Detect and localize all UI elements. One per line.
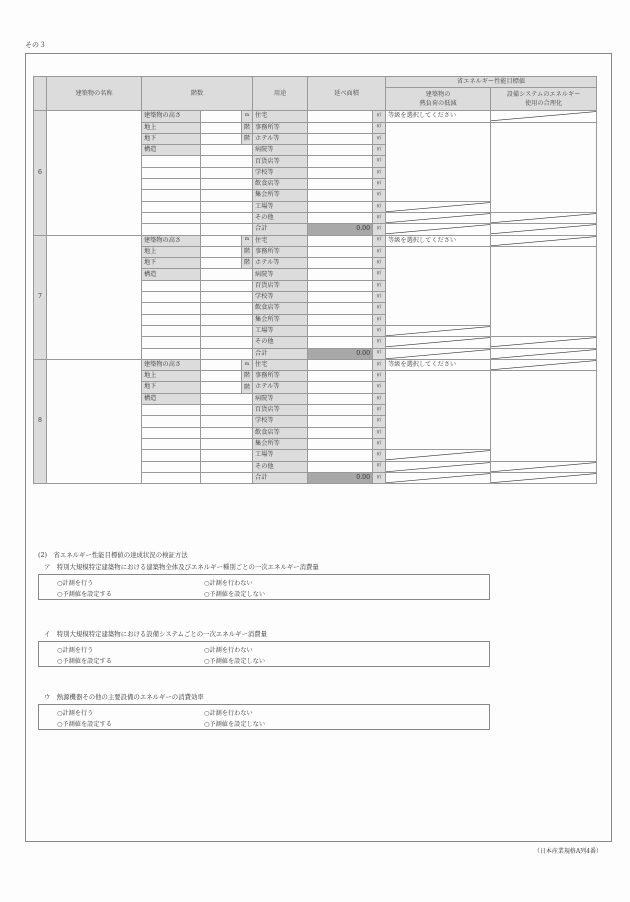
structure-field[interactable] — [201, 269, 253, 280]
area-field[interactable] — [308, 133, 373, 144]
radio-no-measure[interactable]: ○計測を行わない — [204, 580, 253, 587]
usage-label: 合計 — [253, 224, 308, 235]
floor-value-field[interactable] — [201, 359, 242, 370]
floor-label: 構造 — [142, 269, 201, 280]
usage-label: 工場等 — [253, 325, 308, 336]
extra-floor-value[interactable] — [201, 280, 253, 291]
extra-floor-value[interactable] — [201, 325, 253, 336]
area-unit: ㎡ — [373, 337, 386, 348]
extra-floor-value[interactable] — [201, 224, 253, 235]
extra-floor-value[interactable] — [201, 405, 253, 416]
extra-floor-field[interactable] — [142, 212, 201, 223]
header-floors: 階数 — [142, 77, 253, 111]
target2-na — [491, 472, 597, 483]
usage-label: 住宅 — [253, 111, 308, 122]
usage-label: 学校等 — [253, 292, 308, 303]
area-unit: ㎡ — [373, 145, 386, 156]
area-unit: ㎡ — [373, 156, 386, 167]
header-area: 延べ面積 — [308, 77, 386, 111]
usage-label: 病院等 — [253, 145, 308, 156]
extra-floor-value[interactable] — [201, 348, 253, 359]
area-field[interactable] — [308, 371, 373, 382]
usage-label: ホテル等 — [253, 133, 308, 144]
area-unit: ㎡ — [373, 371, 386, 382]
verification-title: (2) 省エネルギー性能目標値の達成状況の検証方法 — [38, 551, 188, 559]
extra-floor-field[interactable] — [142, 224, 201, 235]
extra-floor-value[interactable] — [201, 416, 253, 427]
usage-label: ホテル等 — [253, 382, 308, 393]
extra-floor-field[interactable] — [142, 450, 201, 461]
building-name-field[interactable] — [47, 111, 142, 235]
usage-label: 飲食店等 — [253, 303, 308, 314]
area-unit: ㎡ — [373, 450, 386, 461]
target1-na — [386, 201, 491, 212]
target2-na — [491, 224, 597, 235]
area-field[interactable] — [308, 258, 373, 269]
usage-label: 事務所等 — [253, 246, 308, 257]
floor-label: 地上 — [142, 246, 201, 257]
usage-label: 事務所等 — [253, 122, 308, 133]
area-field[interactable] — [308, 145, 373, 156]
target1-na — [386, 461, 491, 472]
header-target1: 建築物の 熱負荷の低減 — [386, 88, 491, 111]
target2-na — [491, 111, 597, 122]
area-unit: ㎡ — [373, 303, 386, 314]
extra-floor-field[interactable] — [142, 348, 201, 359]
target2-na — [491, 337, 597, 348]
usage-label: 学校等 — [253, 167, 308, 178]
floor-label: 構造 — [142, 393, 201, 404]
radio-set-prediction[interactable]: ○予測値を設定する — [57, 721, 112, 728]
building-name-field[interactable] — [47, 359, 142, 483]
area-field[interactable] — [308, 382, 373, 393]
usage-label: 集会所等 — [253, 190, 308, 201]
area-field[interactable] — [308, 156, 373, 167]
usage-label: ホテル等 — [253, 258, 308, 269]
floor-label: 地上 — [142, 371, 201, 382]
usage-label: 学校等 — [253, 416, 308, 427]
extra-floor-field[interactable] — [142, 303, 201, 314]
usage-label: 住宅 — [253, 359, 308, 370]
building-table — [33, 76, 597, 484]
header-target-group: 省エネルギー性能目標値 — [386, 77, 597, 88]
target2-na — [491, 461, 597, 472]
area-unit: ㎡ — [373, 359, 386, 370]
area-field[interactable] — [308, 461, 373, 472]
area-field[interactable] — [308, 235, 373, 246]
area-field[interactable] — [308, 246, 373, 257]
area-field[interactable] — [308, 280, 373, 291]
verification-options-box — [38, 641, 490, 667]
area-field[interactable] — [308, 212, 373, 223]
usage-label: 事務所等 — [253, 371, 308, 382]
area-field[interactable] — [308, 292, 373, 303]
radio-no-prediction[interactable]: ○予測値を設定しない — [204, 591, 266, 598]
floor-unit: m — [242, 235, 253, 246]
area-field[interactable] — [308, 325, 373, 336]
area-unit: ㎡ — [373, 190, 386, 201]
floor-label: 地下 — [142, 133, 201, 144]
floor-unit: 階 — [242, 133, 253, 144]
extra-floor-field[interactable] — [142, 179, 201, 190]
header-usage: 用途 — [253, 77, 308, 111]
floor-unit: 階 — [242, 371, 253, 382]
radio-measure[interactable]: ○計測を行う — [57, 710, 94, 717]
area-unit: ㎡ — [373, 472, 386, 483]
usage-label: 工場等 — [253, 450, 308, 461]
floor-value-field[interactable] — [201, 258, 242, 269]
row-number: 7 — [34, 235, 47, 359]
header-number — [34, 77, 47, 111]
area-field[interactable] — [308, 427, 373, 438]
area-field[interactable] — [308, 359, 373, 370]
extra-floor-field[interactable] — [142, 156, 201, 167]
target1-na — [386, 337, 491, 348]
floor-label: 建築物の高さ — [142, 235, 201, 246]
area-unit: ㎡ — [373, 461, 386, 472]
radio-set-prediction[interactable]: ○予測値を設定する — [57, 591, 112, 598]
verification-item-label: ウ 熱源機器その他の主要設備のエネルギーの消費効率 — [44, 693, 204, 701]
floor-unit: m — [242, 359, 253, 370]
extra-floor-field[interactable] — [142, 280, 201, 291]
target1-na — [386, 212, 491, 223]
usage-label: 病院等 — [253, 269, 308, 280]
usage-label: 工場等 — [253, 201, 308, 212]
usage-label: 百貨店等 — [253, 156, 308, 167]
extra-floor-value[interactable] — [201, 179, 253, 190]
area-field[interactable] — [308, 303, 373, 314]
extra-floor-field[interactable] — [142, 416, 201, 427]
area-unit: ㎡ — [373, 438, 386, 449]
radio-measure[interactable]: ○計測を行う — [57, 580, 94, 587]
usage-label: その他 — [253, 337, 308, 348]
extra-floor-field[interactable] — [142, 190, 201, 201]
area-unit: ㎡ — [373, 235, 386, 246]
verification-item-label: ア 特別大規模特定建築物における建築物全体及びエネルギー種別ごとの一次エネルギー消費量 — [44, 563, 319, 571]
area-unit: ㎡ — [373, 427, 386, 438]
area-unit: ㎡ — [373, 167, 386, 178]
grade-select[interactable]: 等級を選択してください — [386, 235, 491, 246]
extra-floor-field[interactable] — [142, 337, 201, 348]
row-number: 6 — [34, 111, 47, 235]
usage-label: その他 — [253, 461, 308, 472]
extra-floor-value[interactable] — [201, 190, 253, 201]
target1-na — [386, 325, 491, 336]
extra-floor-field[interactable] — [142, 472, 201, 483]
area-unit: ㎡ — [373, 258, 386, 269]
extra-floor-value[interactable] — [201, 201, 253, 212]
usage-label: 合計 — [253, 348, 308, 359]
usage-label: 飲食店等 — [253, 179, 308, 190]
floor-label: 建築物の高さ — [142, 111, 201, 122]
radio-no-prediction[interactable]: ○予測値を設定しない — [204, 658, 266, 665]
target1-blank — [386, 371, 491, 450]
usage-label: 合計 — [253, 472, 308, 483]
extra-floor-value[interactable] — [201, 472, 253, 483]
area-unit: ㎡ — [373, 393, 386, 404]
area-unit: ㎡ — [373, 280, 386, 291]
extra-floor-field[interactable] — [142, 405, 201, 416]
area-unit: ㎡ — [373, 133, 386, 144]
area-field[interactable] — [308, 122, 373, 133]
table-row — [34, 359, 597, 370]
target2-na — [491, 235, 597, 246]
grade-select[interactable]: 等級を選択してください — [386, 359, 491, 370]
structure-field[interactable] — [201, 145, 253, 156]
extra-floor-field[interactable] — [142, 438, 201, 449]
target1-na — [386, 224, 491, 235]
extra-floor-field[interactable] — [142, 292, 201, 303]
extra-floor-field[interactable] — [142, 314, 201, 325]
extra-floor-field[interactable] — [142, 167, 201, 178]
header-name: 建築物の名称 — [47, 77, 142, 111]
area-unit: ㎡ — [373, 348, 386, 359]
extra-floor-value[interactable] — [201, 438, 253, 449]
extra-floor-field[interactable] — [142, 427, 201, 438]
area-unit: ㎡ — [373, 382, 386, 393]
extra-floor-value[interactable] — [201, 292, 253, 303]
radio-no-measure[interactable]: ○計測を行わない — [204, 710, 253, 717]
area-unit: ㎡ — [373, 405, 386, 416]
target2-blank — [491, 371, 597, 461]
extra-floor-value[interactable] — [201, 337, 253, 348]
usage-label: 百貨店等 — [253, 280, 308, 291]
target2-blank — [491, 246, 597, 336]
verification-item-label: イ 特別大規模特定建築物における設備システムごとの一次エネルギー消費量 — [44, 630, 268, 638]
target1-na — [386, 450, 491, 461]
target2-na — [491, 359, 597, 370]
area-field[interactable] — [308, 269, 373, 280]
grade-select[interactable]: 等級を選択してください — [386, 111, 491, 122]
extra-floor-field[interactable] — [142, 325, 201, 336]
target2-na — [491, 212, 597, 223]
area-field[interactable] — [308, 179, 373, 190]
usage-label: 集会所等 — [253, 438, 308, 449]
area-total: 0.00 — [308, 472, 373, 483]
floor-label: 建築物の高さ — [142, 359, 201, 370]
usage-label: 百貨店等 — [253, 405, 308, 416]
floor-unit: 階 — [242, 122, 253, 133]
area-unit: ㎡ — [373, 212, 386, 223]
page-label: その３ — [25, 41, 46, 49]
extra-floor-value[interactable] — [201, 461, 253, 472]
target1-blank — [386, 246, 491, 325]
extra-floor-value[interactable] — [201, 450, 253, 461]
usage-label: その他 — [253, 212, 308, 223]
verification-options-box — [38, 704, 490, 730]
radio-measure[interactable]: ○計測を行う — [57, 647, 94, 654]
floor-value-field[interactable] — [201, 235, 242, 246]
area-field[interactable] — [308, 337, 373, 348]
target2-blank — [491, 122, 597, 212]
usage-label: 住宅 — [253, 235, 308, 246]
area-field[interactable] — [308, 405, 373, 416]
extra-floor-field[interactable] — [142, 461, 201, 472]
floor-value-field[interactable] — [201, 382, 242, 393]
floor-label: 地下 — [142, 382, 201, 393]
extra-floor-value[interactable] — [201, 427, 253, 438]
header-target2: 設備システムのエネルギー 使用の合理化 — [491, 88, 597, 111]
area-unit: ㎡ — [373, 269, 386, 280]
area-unit: ㎡ — [373, 201, 386, 212]
floor-label: 地上 — [142, 122, 201, 133]
row-number: 8 — [34, 359, 47, 483]
area-unit: ㎡ — [373, 111, 386, 122]
extra-floor-value[interactable] — [201, 303, 253, 314]
floor-label: 地下 — [142, 258, 201, 269]
target1-blank — [386, 122, 491, 201]
usage-label: 飲食店等 — [253, 427, 308, 438]
area-unit: ㎡ — [373, 179, 386, 190]
area-field[interactable] — [308, 201, 373, 212]
area-total: 0.00 — [308, 348, 373, 359]
floor-value-field[interactable] — [201, 133, 242, 144]
area-field[interactable] — [308, 314, 373, 325]
floor-unit: 階 — [242, 382, 253, 393]
target1-na — [386, 472, 491, 483]
radio-no-prediction[interactable]: ○予測値を設定しない — [204, 721, 266, 728]
floor-unit: 階 — [242, 246, 253, 257]
structure-field[interactable] — [201, 393, 253, 404]
building-name-field[interactable] — [47, 235, 142, 359]
floor-value-field[interactable] — [201, 371, 242, 382]
usage-label: 病院等 — [253, 393, 308, 404]
floor-unit: m — [242, 111, 253, 122]
floor-label: 構造 — [142, 145, 201, 156]
footer-note: （日本産業規格A列4番） — [533, 848, 602, 855]
area-field[interactable] — [308, 111, 373, 122]
verification-options-box — [38, 574, 490, 600]
area-unit: ㎡ — [373, 325, 386, 336]
area-field[interactable] — [308, 416, 373, 427]
target2-na — [491, 348, 597, 359]
extra-floor-value[interactable] — [201, 167, 253, 178]
target1-na — [386, 348, 491, 359]
table-row — [34, 111, 597, 122]
floor-value-field[interactable] — [201, 246, 242, 257]
usage-label: 集会所等 — [253, 314, 308, 325]
area-total: 0.00 — [308, 224, 373, 235]
area-unit: ㎡ — [373, 246, 386, 257]
area-field[interactable] — [308, 190, 373, 201]
radio-no-measure[interactable]: ○計測を行わない — [204, 647, 253, 654]
area-field[interactable] — [308, 438, 373, 449]
floor-value-field[interactable] — [201, 122, 242, 133]
table-row — [34, 235, 597, 246]
area-field[interactable] — [308, 393, 373, 404]
extra-floor-value[interactable] — [201, 314, 253, 325]
area-unit: ㎡ — [373, 314, 386, 325]
area-unit: ㎡ — [373, 292, 386, 303]
floor-unit: 階 — [242, 258, 253, 269]
floor-value-field[interactable] — [201, 111, 242, 122]
area-unit: ㎡ — [373, 224, 386, 235]
extra-floor-value[interactable] — [201, 156, 253, 167]
area-unit: ㎡ — [373, 416, 386, 427]
radio-set-prediction[interactable]: ○予測値を設定する — [57, 658, 112, 665]
area-field[interactable] — [308, 167, 373, 178]
extra-floor-field[interactable] — [142, 201, 201, 212]
extra-floor-value[interactable] — [201, 212, 253, 223]
area-unit: ㎡ — [373, 122, 386, 133]
area-field[interactable] — [308, 450, 373, 461]
